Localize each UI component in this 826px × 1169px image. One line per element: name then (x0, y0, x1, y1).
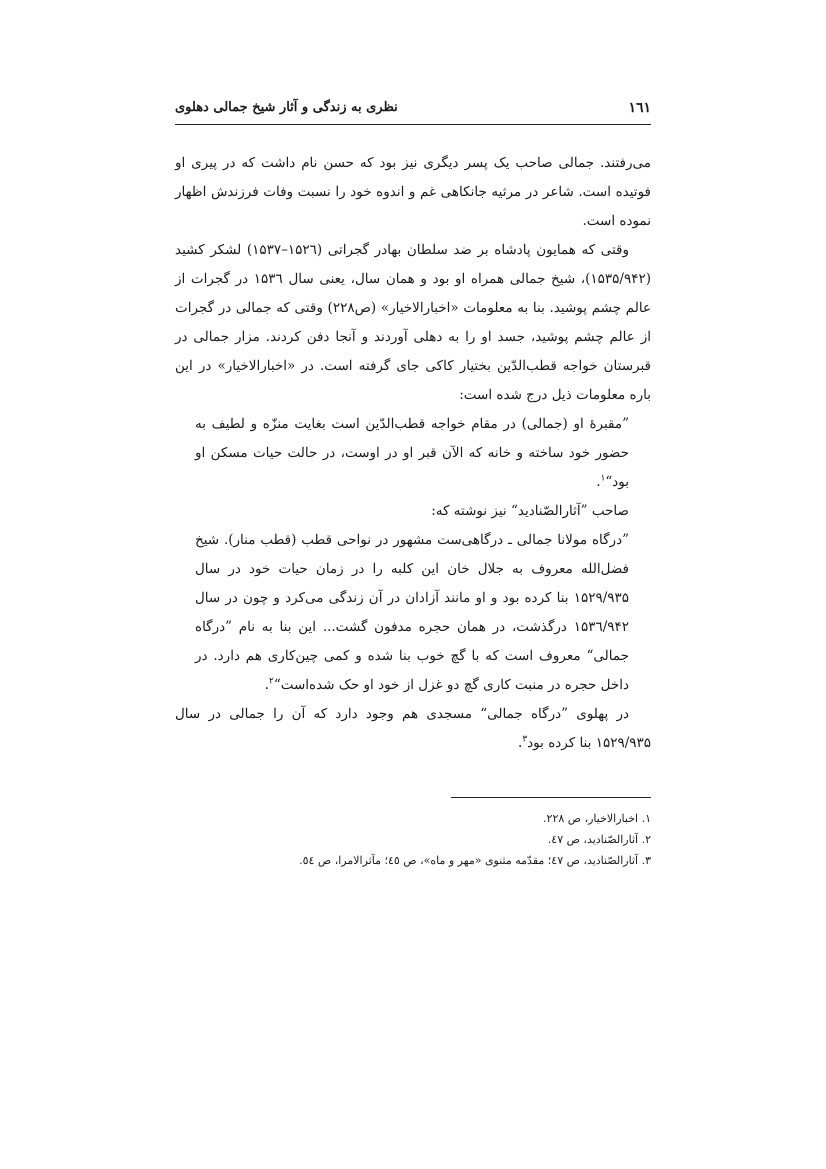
quote-akhbar: ”مقبرهٔ او (جمالی) در مقام خواجه قطب‌الدّین است بغایت منزّه و لطیف به حضور خود ساخته و خانه که الآن قبر او در اوست، در حالت حیات مسکن او بود“$^۱$. (195, 416, 629, 490)
body-text (175, 149, 651, 758)
footnote-ref-3[interactable]: ۳ (522, 734, 528, 745)
quote-asar: ”درگاه مولانا جمالی ـ درگاهی‌ست مشهور در نواحی قطب (قطب منار). شیخ فضل‌الله معروف به جلال خان این کلبه را در زمان حیات خود در سال ۱۵۲۹/۹۳۵ بنا کرده بود و او مانند آزادان در آن زندگی می‌کرد و چون در سال ۱۵۳٦/۹۴۲ درگذشت، در همان حجره مدفون گشت... این بنا به نام ”درگاه جمالی“ معروف است که با گچ خوب بنا شده و کمی چین‌کاری هم دارد. در داخل حجره در منبت کاری گچ دو غزل از خود او حک شده‌است“$^۲$. (195, 532, 629, 693)
footnotes (175, 808, 651, 871)
page-number: ۱٦۱ (628, 100, 651, 116)
footnote-2: ۲. آثارالصّنادید، ص ٤۷. (547, 833, 651, 846)
paragraph-3-text: در پهلوی ”درگاه جمالی“ مسجدی هم وجود دارد که آن را جمالی در سال ۱۵۲۹/۹۳۵ بنا کرده بود (175, 706, 651, 751)
quote-asar-text: ”درگاه مولانا جمالی ـ درگاهی‌ست مشهور در نواحی قطب (قطب منار). شیخ فضل‌الله معروف به جلال خان این کلبه را در زمان حیات خود در سال ۱۵۲۹/۹۳۵ بنا کرده بود و او مانند آزادان در آن زندگی می‌کرد و چون در سال ۱۵۳٦/۹۴۲ درگذشت، در همان حجره مدفون گشت... این بنا به نام ”درگاه جمالی“ معروف است که با گچ خوب بنا شده و کمی چین‌کاری هم دارد. در داخل حجره در منبت کاری گچ دو غزل از خود او حک شده‌است“ (195, 532, 629, 693)
footnote-3: ۳. آثارالصّنادید، ص ٤۷؛ مقدّمه مثنوی «مهر و ماه»، ص ٤٥؛ مآثرالامرا، ص ٥٤. (299, 854, 651, 867)
quote-intro: صاحب ”آثارالصّنادید“ نیز نوشته که: (431, 503, 629, 519)
paragraph-2: وقتی که همایون پادشاه بر ضد سلطان بهادر گجراتی (۱۵۲٦–۱۵۳۷) لشکر کشید (۱۵۳۵/۹۴۲)، شیخ جمالی همراه او بود و همان سال، یعنی سال ۱۵۳٦ در گجرات از عالم چشم پوشید. بنا به معلومات «اخبارالاخیار» (ص۲۲۸) وقتی که جمالی در گجرات از عالم چشم پوشید، جسد او را به دهلی آوردند و آنجا دفن کردند. مزار جمالی در قبرستان خواجه قطب‌الدّین بختیار کاکی جای گرفته است. در «اخبارالاخیار» در این باره معلومات ذیل درج شده است: (175, 242, 652, 403)
page-header (175, 96, 651, 125)
footnote-1: ۱. اخبارالاخیار، ص ۲۲۸. (543, 812, 651, 825)
footnote-divider (451, 797, 651, 798)
quote-akhbar-text: ”مقبرهٔ او (جمالی) در مقام خواجه قطب‌الدّین است بغایت منزّه و لطیف به حضور خود ساخته و خانه که الآن قبر او در اوست، در حالت حیات مسکن او بود“ (195, 416, 629, 490)
footnote-ref-1[interactable]: ۱ (600, 473, 606, 484)
paragraph-1: می‌رفتند. جمالی صاحب یک پسر دیگری نیز بود که حسن نام داشت که در پیری او فوتیده است. شاعر در مرثیه جانکاهی غم و اندوه خود را نسبت وفات فرزندش اظهار نموده است. (175, 155, 651, 229)
footnote-ref-2[interactable]: ۲ (268, 676, 274, 687)
running-title: نظری به زندگی و آثار شیخ جمالی دهلوی (175, 100, 398, 115)
paragraph-3: در پهلوی ”درگاه جمالی“ مسجدی هم وجود دارد که آن را جمالی در سال ۱۵۲۹/۹۳۵ بنا کرده بود$^۳$. (175, 706, 651, 751)
